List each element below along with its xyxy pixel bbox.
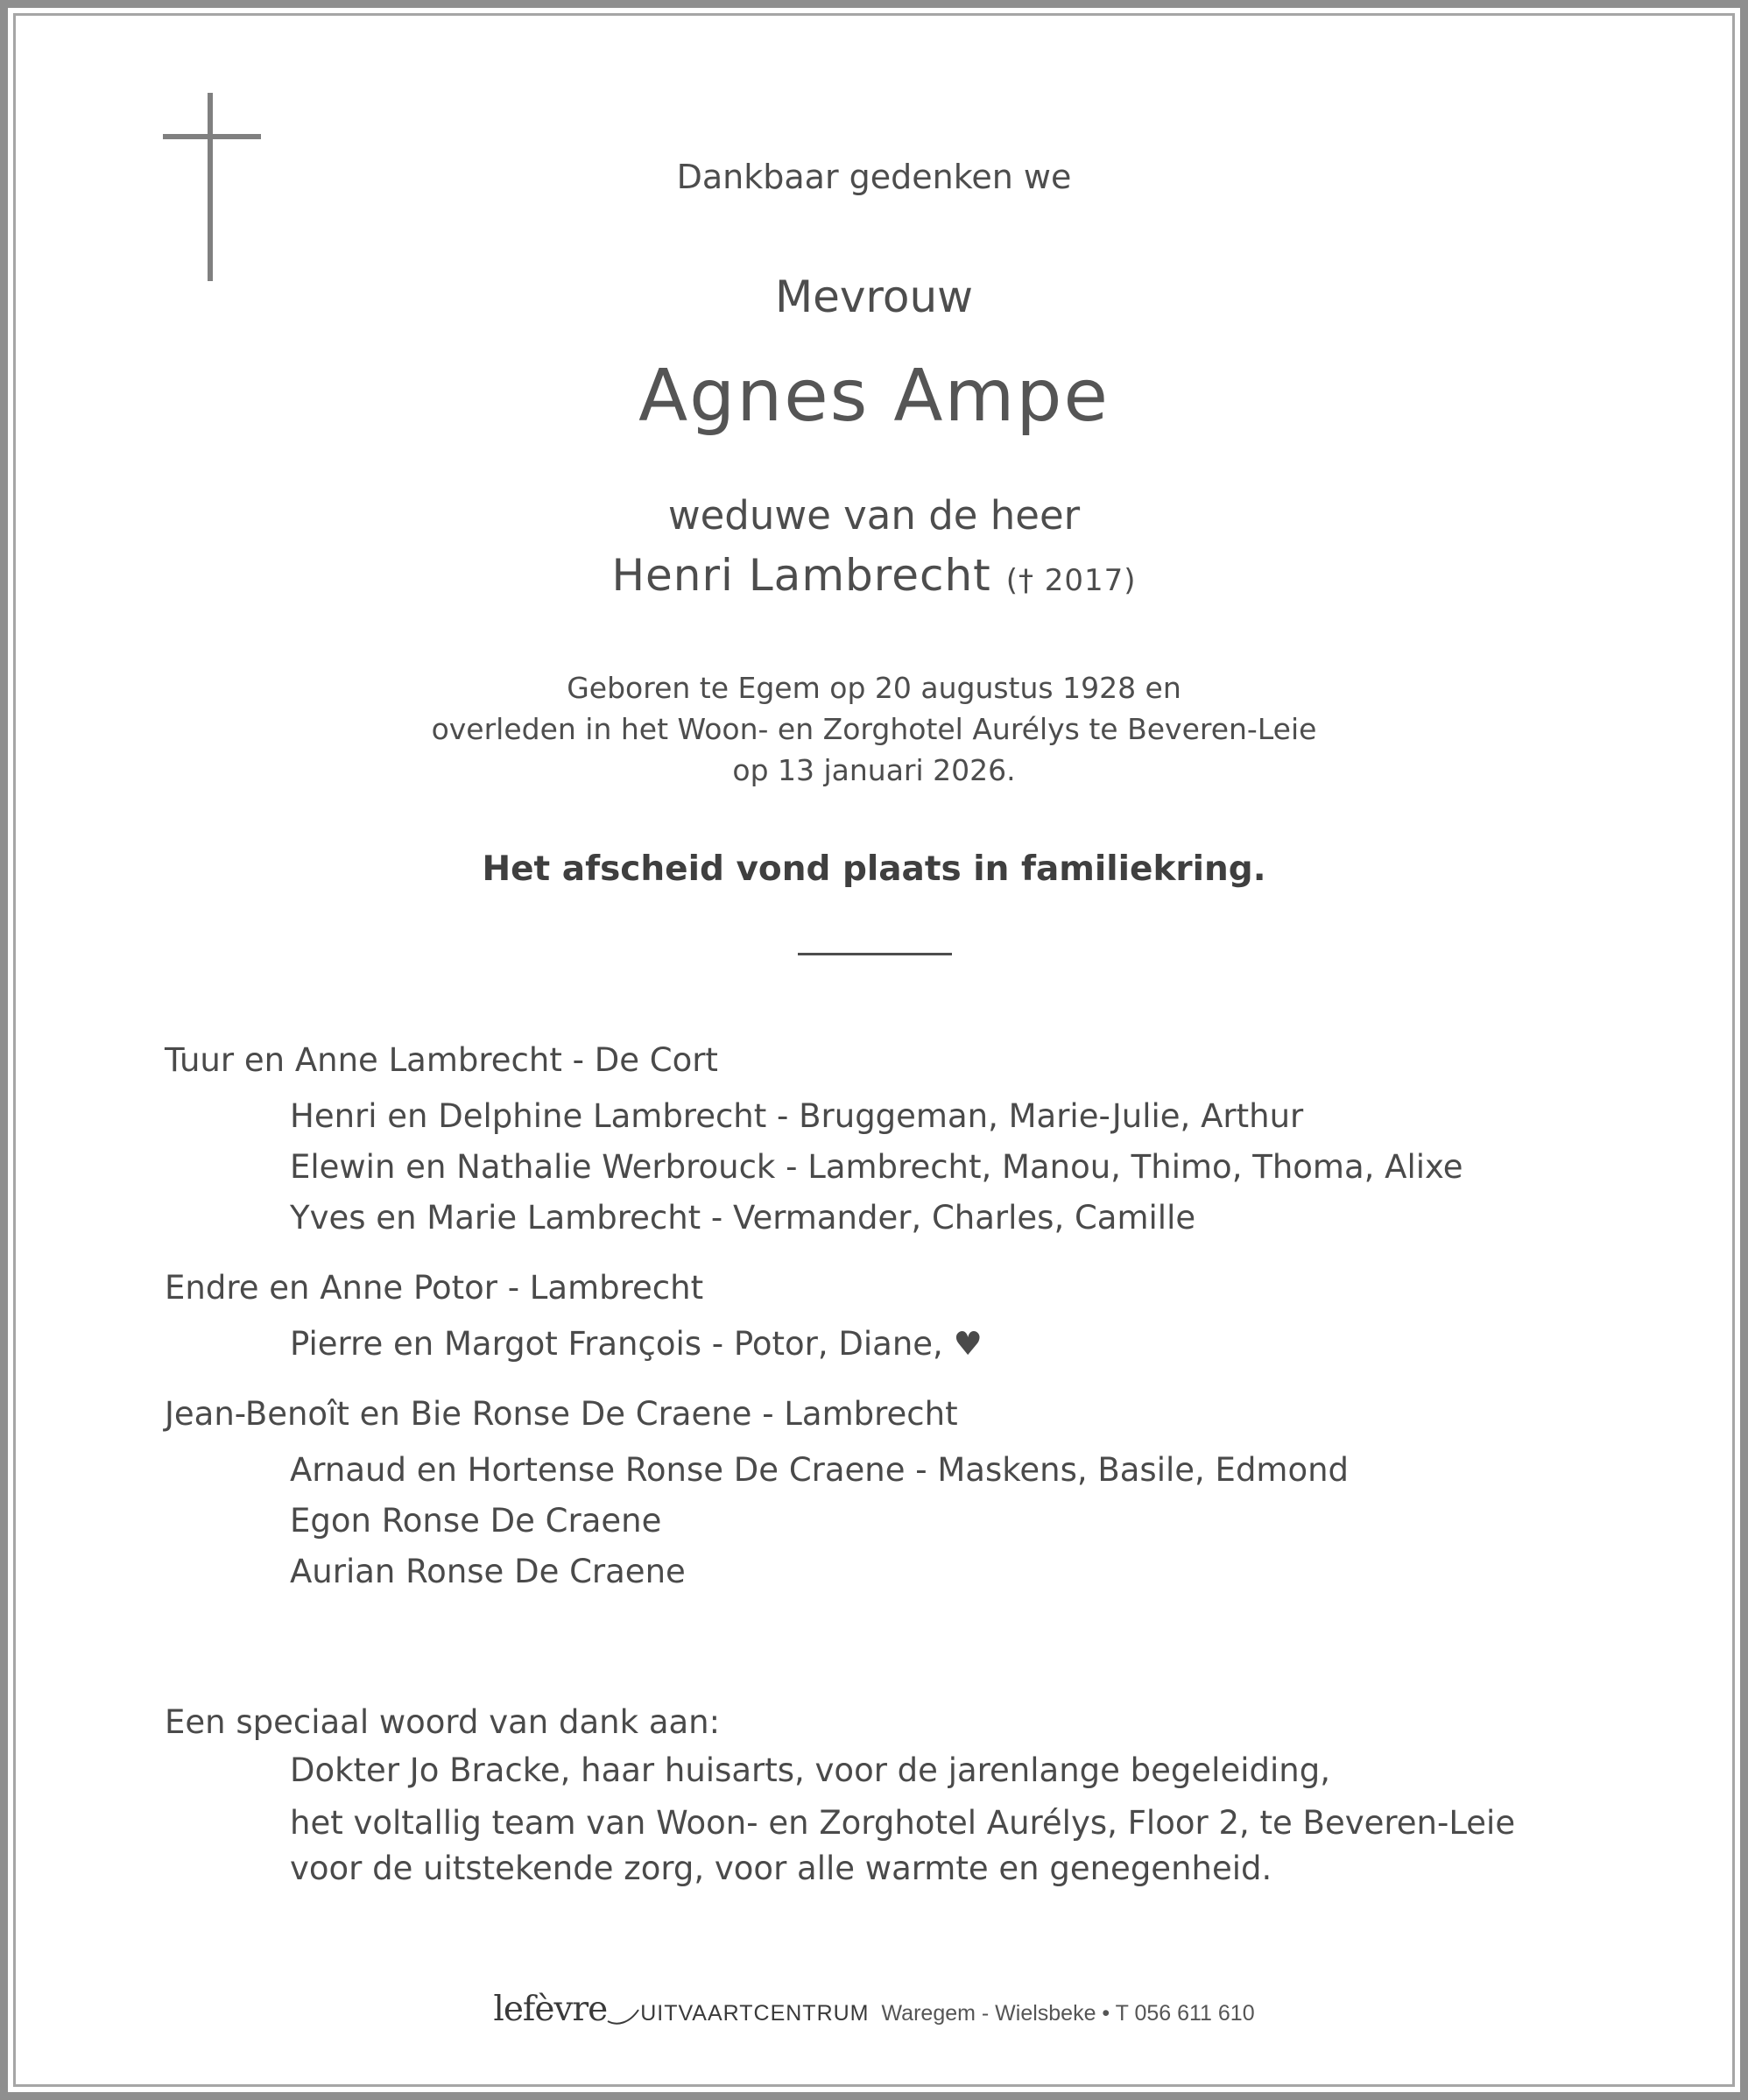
family-member: Egon Ronse De Craene: [290, 1502, 662, 1540]
thanks-item: [290, 1748, 1653, 1793]
divider-line: [798, 953, 952, 955]
family-member: Arnaud en Hortense Ronse De Craene - Maskens, Basile, Edmond: [290, 1451, 1350, 1489]
family-group: [165, 1389, 1653, 1597]
cross-horizontal-bar: [163, 134, 261, 139]
funeral-home-footer: [0, 1990, 1748, 2029]
thanks-item-line: het voltallig team van Woon- en Zorghotel Aurélys, Floor 2, te Beveren-Leie: [290, 1804, 1516, 1842]
death-place-line: overleden in het Woon- en Zorghotel Aurélys te Beveren-Leie: [431, 712, 1317, 746]
honorific: Mevrouw: [774, 271, 974, 322]
family-members: [165, 1445, 1653, 1597]
family-group: [165, 1035, 1653, 1244]
family-member: Aurian Ronse De Craene: [290, 1553, 686, 1590]
intro-text: Dankbaar gedenken we: [676, 158, 1072, 196]
spouse-death-year: († 2017): [1005, 563, 1137, 598]
funeral-home-contact: Waregem - Wielsbeke • T 056 611 610: [881, 2001, 1255, 2026]
funeral-home-logo: lefèvre: [493, 1990, 608, 2029]
death-date-line: op 13 januari 2026.: [732, 753, 1016, 787]
thanks-item-line: Dokter Jo Bracke, haar huisarts, voor de jarenlange begeleiding,: [290, 1751, 1330, 1789]
deceased-name: Agnes Ampe: [638, 355, 1110, 438]
family-list: [165, 1035, 1653, 1617]
thanks-item-line: voor de uitstekende zorg, voor alle warmte en genegenheid.: [290, 1850, 1272, 1887]
thanks-heading: Een speciaal woord van dank aan:: [165, 1703, 721, 1741]
family-member: Henri en Delphine Lambrecht - Bruggeman, Marie-Julie, Arthur: [290, 1097, 1304, 1135]
family-head: Endre en Anne Potor - Lambrecht: [165, 1269, 704, 1307]
family-group: [165, 1263, 1653, 1370]
family-members: [165, 1319, 1653, 1370]
thanks-items: [165, 1748, 1653, 1892]
family-head: Tuur en Anne Lambrecht - De Cort: [165, 1041, 718, 1079]
family-members: [165, 1091, 1653, 1244]
spouse-line: [0, 550, 1748, 601]
family-member: Yves en Marie Lambrecht - Vermander, Charles, Camille: [290, 1199, 1196, 1237]
birth-death-details: [0, 667, 1748, 791]
farewell-notice: Het afscheid vond plaats in familiekring.: [482, 849, 1266, 889]
family-member: Pierre en Margot François - Potor, Diane, ♥: [290, 1325, 983, 1363]
spouse-name: Henri Lambrecht: [611, 550, 991, 601]
funeral-home-name: UITVAARTCENTRUM: [640, 2001, 870, 2026]
family-head: Jean-Benoît en Bie Ronse De Craene - Lambrecht: [165, 1395, 958, 1433]
logo-swoosh-icon: [607, 2007, 640, 2026]
thanks-item: [290, 1801, 1653, 1892]
thanks-section: [165, 1697, 1653, 1899]
family-member: Elewin en Nathalie Werbrouck - Lambrecht, Manou, Thimo, Thoma, Alixe: [290, 1148, 1463, 1186]
widow-of-text: weduwe van de heer: [667, 492, 1081, 539]
birth-line: Geboren te Egem op 20 augustus 1928 en: [567, 671, 1181, 705]
